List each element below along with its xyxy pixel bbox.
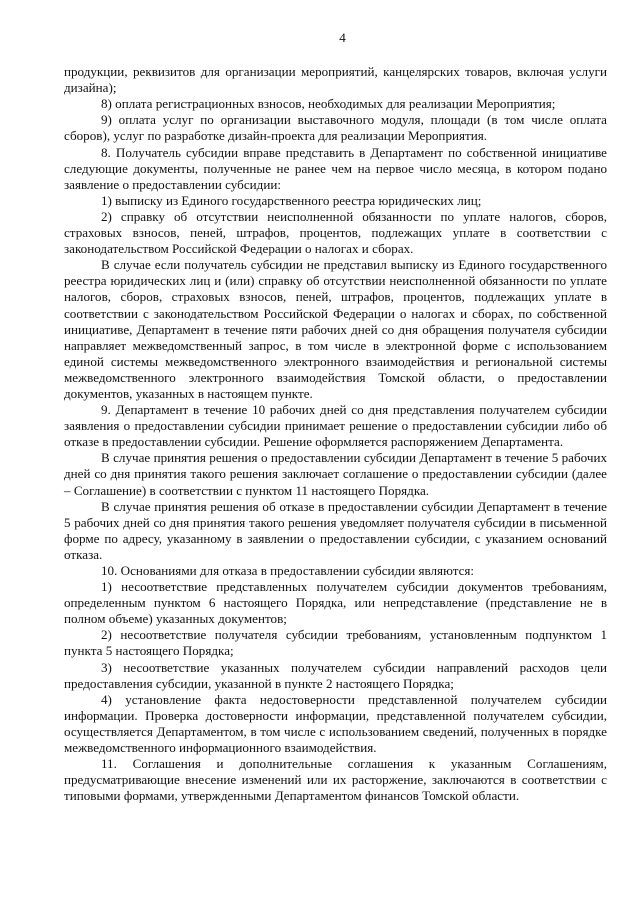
paragraph: 1) выписку из Единого государственного реестра юридических лиц; <box>101 192 482 208</box>
paragraph: 2) несоответствие получателя субсидии требованиям, установленным подпунктом 1 пункта 5 настоящего Порядка; <box>64 627 607 659</box>
paragraph: В случае принятия решения об отказе в предоставлении субсидии Департамент в течение 5 рабочих дней со дня принятия такого решения уведомляет получателя субсидии в письменной форме по адресу, указанному в заявлении о предоставлении субсидии, с указанием оснований отказа. <box>64 498 607 562</box>
paragraph: 2) справку об отсутствии неисполненной обязанности по уплате налогов, сборов, страховых взносов, пеней, штрафов, процентов, подлежащих уплате в соответствии с законодательством Российской Федерации о налогах и сборах. <box>64 208 607 257</box>
paragraph: В случае если получатель субсидии не представил выписку из Единого государственного реестра юридических лиц и (или) справку об отсутствии неисполненной обязанности по уплате налогов, сборов, страховых взносов, пеней, штрафов, процентов, подлежащих уплате в соответствии с законодательством Российской Федерации о налогах и сборах, по собственной инициативе, Департамент в течение пяти рабочих дней со дня обращения получателя субсидии направляет межведомственный запрос, в том числе в электронной форме с использованием единой системы межведомственного электронного взаимодействия и региональной системы межведомственного электронного взаимодействия Томской области, о предоставлении документов, указанных в настоящем пункте. <box>64 257 607 401</box>
paragraph: продукции, реквизитов для организации мероприятий, канцелярских товаров, включая услуги дизайна); <box>64 64 607 96</box>
paragraph: 8. Получатель субсидии вправе представить в Департамент по собственной инициативе следующие документы, полученные не ранее чем на первое число месяца, в котором подано заявление о предоставлении субсидии: <box>64 144 607 192</box>
paragraph: 9) оплата услуг по организации выставочного модуля, площади (в том числе оплата сборов), услуг по разработке дизайн-проекта для реализации Мероприятия. <box>64 112 607 144</box>
page-number: 4 <box>339 30 346 45</box>
paragraph: 9. Департамент в течение 10 рабочих дней со дня представления получателем субсидии заявления о предоставлении субсидии принимает решение о предоставлении субсидии либо об отказе в предоставлении субсидии. Решение оформляется распоряжением Департамента. <box>64 402 607 450</box>
paragraph: В случае принятия решения о предоставлении субсидии Департамент в течение 5 рабочих дней со дня принятия такого решения заключает соглашение о предоставлении субсидии (далее – Соглашение) в соответствии с пунктом 11 настоящего Порядка. <box>64 450 607 498</box>
document-body <box>64 64 607 804</box>
paragraph: 11. Соглашения и дополнительные соглашения к указанным Соглашениям, предусматривающие внесение изменений или их расторжение, заключаются в соответствии с типовыми формами, утвержденными Департаментом финансов Томской области. <box>64 756 607 804</box>
paragraph: 10. Основаниями для отказа в предоставлении субсидии являются: <box>101 563 475 578</box>
paragraph: 4) установление факта недостоверности представленной получателем субсидии информации. Проверка достоверности информации, представленной получателем субсидии, осуществляется Департаментом, в том числе с использованием сведений, полученных в порядке межведомственного информационного взаимодействия. <box>64 691 607 756</box>
paragraph: 8) оплата регистрационных взносов, необходимых для реализации Мероприятия; <box>101 96 556 112</box>
paragraph: 3) несоответствие указанных получателем субсидии направлений расходов цели предоставления субсидии, указанной в пункте 2 настоящего Порядка; <box>64 659 607 691</box>
paragraph: 1) несоответствие представленных получателем субсидии документов требованиям, определенным пунктом 6 настоящего Порядка, или непредставление (представление не в полном объеме) указанных документов; <box>64 579 607 627</box>
